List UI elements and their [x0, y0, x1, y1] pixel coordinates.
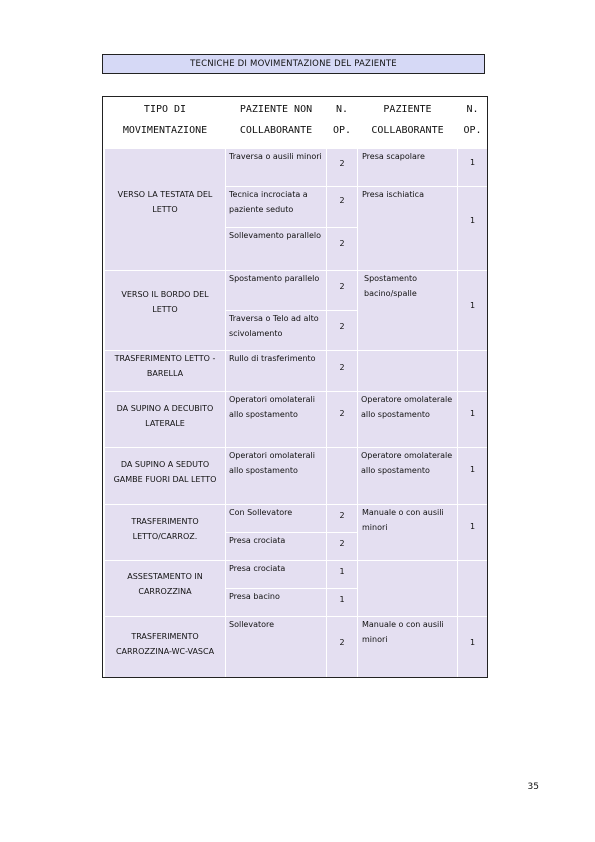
row4-tipo [105, 392, 225, 447]
row4-c: Operatore omolaterale allo spostamento [358, 392, 457, 447]
row3-c-op-empty [458, 351, 487, 391]
row5-c: Operatore omolaterale allo spostamento [358, 448, 457, 504]
row2-nc-op-2: 2 [327, 311, 357, 350]
row1-c-op-2: 1 [458, 187, 487, 270]
row6-tipo-label: TRASFERIMENTO LETTO/CARROZ. [131, 517, 199, 541]
row6-nc-1: Con Sollevatore [226, 505, 326, 532]
row5-nc-op-empty [327, 448, 357, 504]
row4-nc: Operatori omolaterali allo spostamento [226, 392, 326, 447]
row1-tipo-label: VERSO LA TESTATA DEL LETTO [117, 190, 213, 214]
row7-nc-op-1: 1 [327, 561, 357, 588]
row1-nc-op-3: 2 [327, 228, 357, 270]
row8-tipo-label: TRASFERIMENTO CARROZZINA-WC-VASCA [115, 632, 215, 656]
row3-nc: Rullo di trasferimento [226, 351, 326, 391]
row2-nc-1: Spostamento parallelo [226, 271, 326, 310]
movement-techniques-table [102, 96, 488, 678]
row5-nc: Operatori omolaterali allo spostamento [226, 448, 326, 504]
row1-tipo [105, 149, 225, 270]
row7-tipo [105, 561, 225, 616]
row1-c-op-1: 1 [458, 149, 487, 186]
row1-c-2: Presa ischiatica [358, 187, 457, 270]
row6-tipo [105, 505, 225, 560]
row6-nc-op-2: 2 [327, 533, 357, 560]
row6-c: Manuale o con ausili minori [358, 505, 457, 560]
row7-c-empty [358, 561, 457, 616]
header-tipo: TIPO DI MOVIMENTAZIONE [105, 97, 225, 147]
row2-tipo [105, 271, 225, 350]
row1-nc-op-2: 2 [327, 187, 357, 227]
row1-nc-op-1: 2 [327, 149, 357, 186]
row4-c-op: 1 [458, 392, 487, 447]
row5-tipo [105, 448, 225, 504]
row7-tipo-label: ASSESTAMENTO IN CARROZZINA [127, 572, 203, 596]
row2-c: Spostamento bacino/spalle [358, 271, 457, 350]
row4-tipo-label: DA SUPINO A DECUBITO LATERALE [116, 404, 214, 428]
row8-nc: Sollevatore [226, 617, 326, 677]
row2-c-op: 1 [458, 271, 487, 350]
header-n-op-2: N. OP. [458, 97, 487, 147]
row6-nc-op-1: 2 [327, 505, 357, 532]
row8-nc-op: 2 [327, 617, 357, 677]
page-number: 35 [527, 782, 539, 792]
row8-tipo [105, 617, 225, 677]
row1-c-1: Presa scapolare [358, 149, 457, 186]
row6-c-op: 1 [458, 505, 487, 560]
row5-tipo-label: DA SUPINO A SEDUTO GAMBE FUORI DAL LETTO [113, 460, 217, 484]
row2-tipo-label: VERSO IL BORDO DEL LETTO [121, 290, 209, 314]
row7-c-op-empty [458, 561, 487, 616]
row3-tipo: TRASFERIMENTO LETTO - BARELLA [105, 351, 225, 391]
row7-nc-2: Presa bacino [226, 589, 326, 616]
row1-nc-3: Sollevamento parallelo [226, 228, 326, 270]
row4-nc-op: 2 [327, 392, 357, 447]
row1-nc-1: Traversa o ausili minori [226, 149, 326, 186]
row6-nc-2: Presa crociata [226, 533, 326, 560]
row5-c-op: 1 [458, 448, 487, 504]
row7-nc-1: Presa crociata [226, 561, 326, 588]
row2-nc-2: Traversa o Telo ad alto scivolamento [226, 311, 326, 350]
row8-c-op: 1 [458, 617, 487, 677]
header-n-op-1: N. OP. [327, 97, 357, 147]
row2-nc-op-1: 2 [327, 271, 357, 310]
row1-nc-2: Tecnica incrociata a paziente seduto [226, 187, 326, 227]
header-collaborante: PAZIENTE COLLABORANTE [358, 97, 457, 147]
page-title: TECNICHE DI MOVIMENTAZIONE DEL PAZIENTE [102, 54, 485, 74]
row3-c-empty [358, 351, 457, 391]
header-non-collaborante: PAZIENTE NON COLLABORANTE [226, 97, 326, 147]
row7-nc-op-2: 1 [327, 589, 357, 616]
row8-c: Manuale o con ausili minori [358, 617, 457, 677]
row3-nc-op: 2 [327, 351, 357, 391]
